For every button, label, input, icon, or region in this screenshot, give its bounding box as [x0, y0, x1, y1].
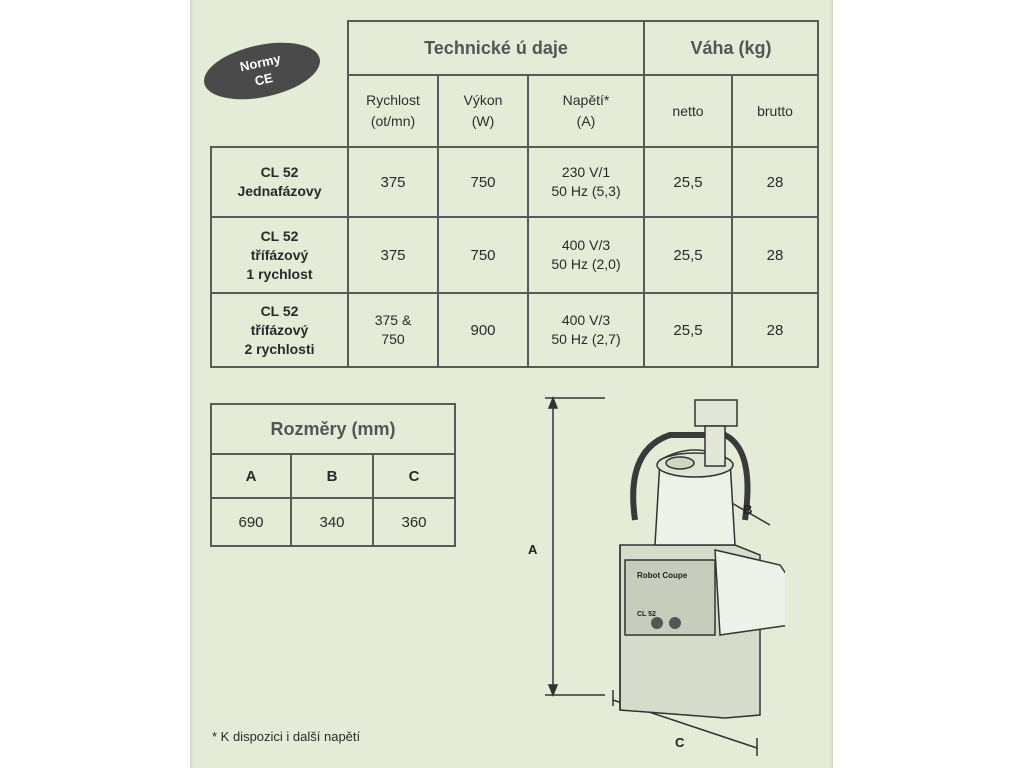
sheet-left-edge: [190, 0, 194, 768]
dimension-b-value: 340: [291, 498, 373, 546]
power-cell: 900: [438, 293, 528, 367]
badge-line-1: Normy: [238, 51, 282, 75]
power-column-header: Výkon (W): [438, 75, 528, 147]
netto-cell: 25,5: [644, 293, 732, 367]
power-cell: 750: [438, 217, 528, 293]
label-c: C: [675, 735, 685, 750]
dimension-c-header: C: [373, 454, 455, 498]
technical-data-table: [210, 20, 819, 368]
model-label: CL 52: [637, 611, 656, 618]
dimension-a-value: 690: [211, 498, 291, 546]
model-cell: CL 52 Jednafázovy: [211, 147, 348, 217]
power-cell: 750: [438, 147, 528, 217]
weight-header: Váha (kg): [644, 21, 818, 75]
brutto-cell: 28: [732, 147, 818, 217]
food-processor-illustration: [620, 400, 785, 718]
dimension-b-header: B: [291, 454, 373, 498]
speed-column-header: Rychlost (ot/mn): [348, 75, 438, 147]
label-b: B: [743, 502, 753, 517]
model-cell: CL 52 třífázový 2 rychlosti: [211, 293, 348, 367]
model-cell: CL 52 třífázový 1 rychlost: [211, 217, 348, 293]
netto-cell: 25,5: [644, 217, 732, 293]
netto-column-header: netto: [644, 75, 732, 147]
brutto-column-header: brutto: [732, 75, 818, 147]
dimension-c-value: 360: [373, 498, 455, 546]
voltage-column-header: Napětí* (A): [528, 75, 644, 147]
voltage-cell: 400 V/3 50 Hz (2,0): [528, 217, 644, 293]
sheet-right-edge: [829, 0, 833, 768]
brutto-cell: 28: [732, 293, 818, 367]
dimension-a-header: A: [211, 454, 291, 498]
technical-data-header: Technické ú daje: [348, 21, 644, 75]
netto-cell: 25,5: [644, 147, 732, 217]
speed-cell: 375: [348, 147, 438, 217]
machine-dimension-diagram: [525, 390, 785, 760]
voltage-cell: 400 V/3 50 Hz (2,7): [528, 293, 644, 367]
voltage-cell: 230 V/1 50 Hz (5,3): [528, 147, 644, 217]
badge-line-2: CE: [253, 70, 275, 89]
table-row: [211, 293, 818, 367]
speed-cell: 375 & 750: [348, 293, 438, 367]
blank-corner-cell: [211, 21, 348, 147]
brutto-cell: 28: [732, 217, 818, 293]
label-a: A: [528, 542, 538, 557]
brand-label: Robot Coupe: [637, 571, 688, 580]
table-row: [211, 217, 818, 293]
table-row: [211, 147, 818, 217]
dimensions-table: [210, 403, 456, 547]
dimensions-header: Rozměry (mm): [211, 404, 455, 454]
speed-cell: 375: [348, 217, 438, 293]
footnote: * K dispozici i další napětí: [212, 729, 361, 744]
